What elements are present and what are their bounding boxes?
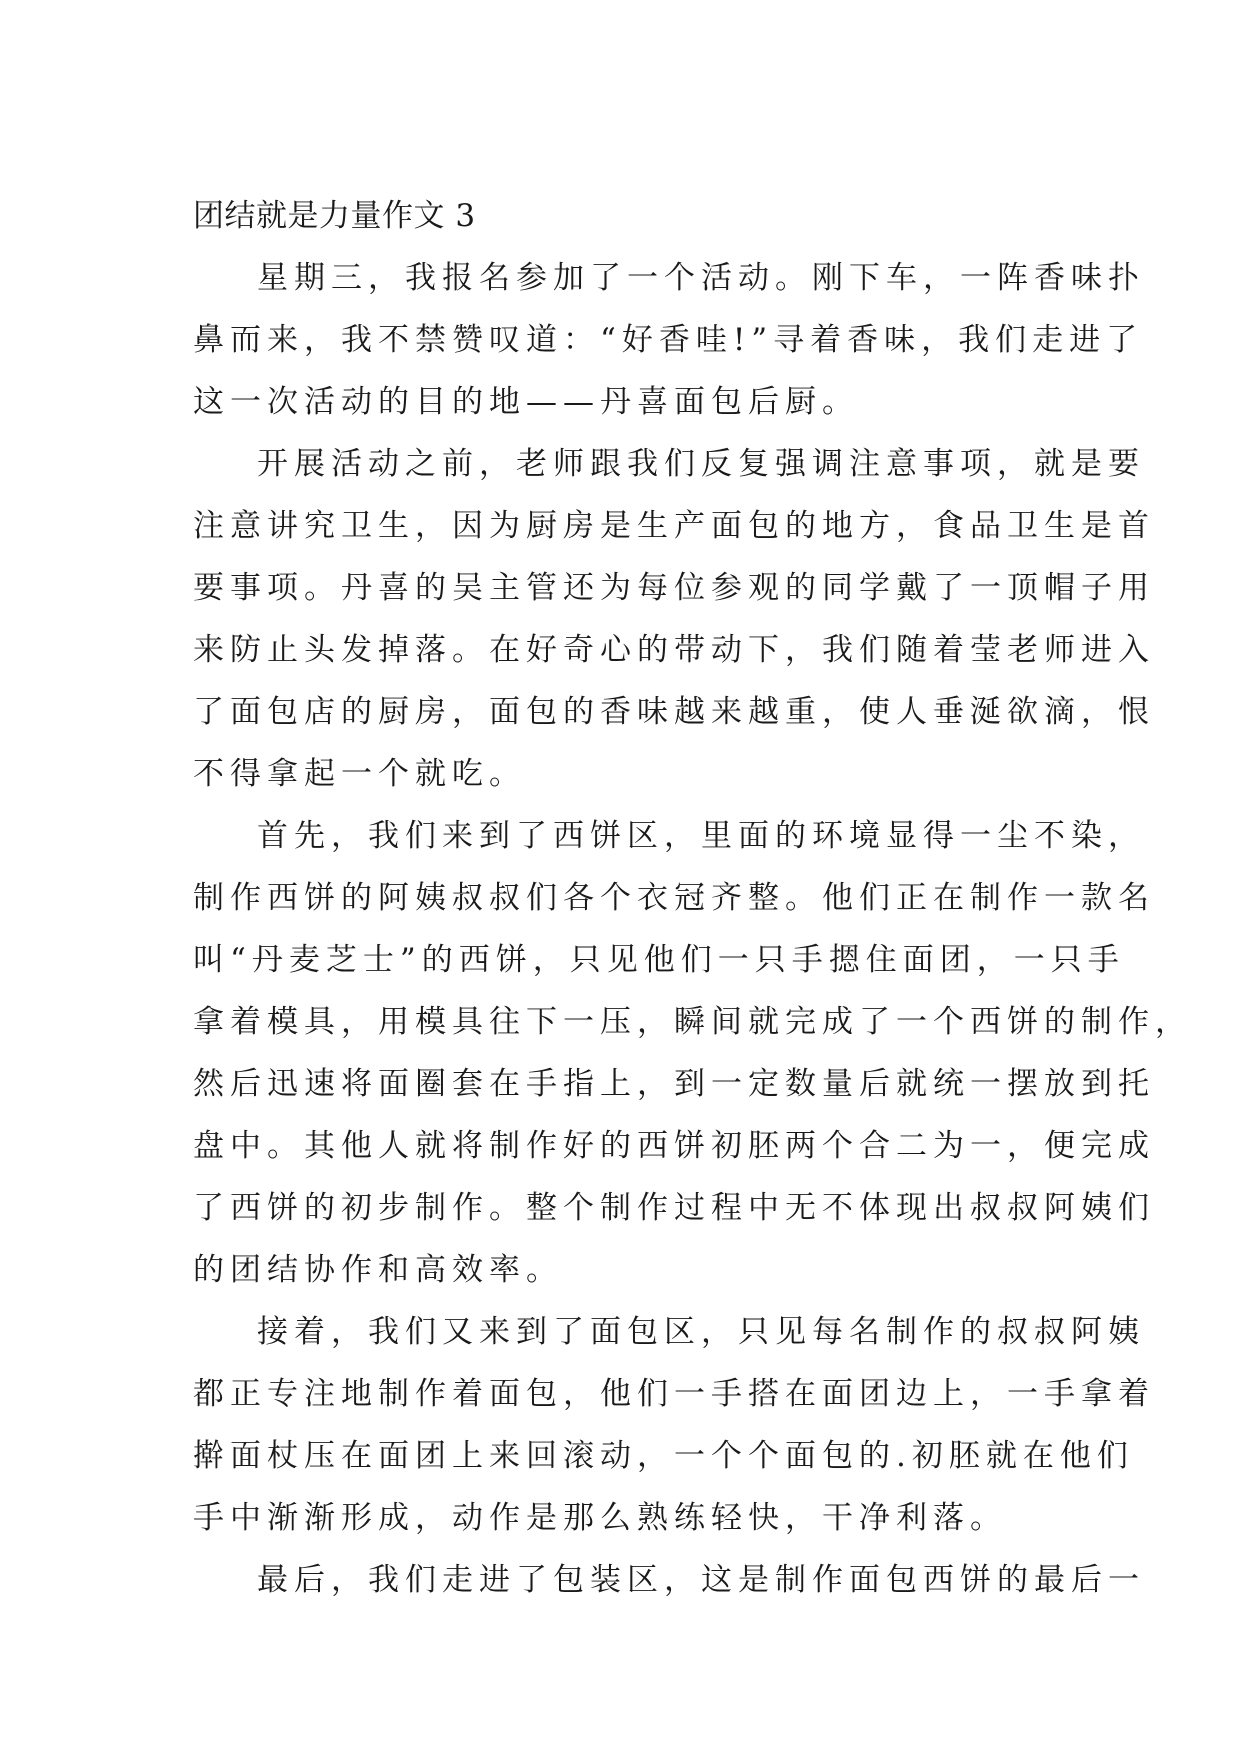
- text-line: 拿着模具，用模具往下一压，瞬间就完成了一个西饼的制作，: [193, 1004, 1192, 1040]
- text-line: 制作西饼的阿姨叔叔们各个衣冠齐整。他们正在制作一款名: [193, 880, 1155, 916]
- paragraph: [193, 805, 1192, 1301]
- text-line: 接着，我们又来到了面包区，只见每名制作的叔叔阿姨: [257, 1314, 1145, 1350]
- text-line: 盘中。其他人就将制作好的西饼初胚两个合二为一，便完成: [193, 1128, 1155, 1164]
- paragraph: [193, 247, 1145, 433]
- text-line: 要事项。丹喜的吴主管还为每位参观的同学戴了一顶帽子用: [193, 570, 1155, 606]
- document-body: [193, 185, 1192, 1611]
- paragraph: [193, 1549, 1145, 1611]
- text-line: 的团结协作和高效率。: [193, 1252, 563, 1288]
- paragraph: [193, 1301, 1155, 1549]
- text-line: 了面包店的厨房，面包的香味越来越重，使人垂涎欲滴，恨: [193, 694, 1155, 730]
- text-line: 最后，我们走进了包装区，这是制作面包西饼的最后一: [257, 1562, 1145, 1598]
- document-title: 团结就是力量作文 3: [193, 198, 476, 234]
- text-line: 星期三，我报名参加了一个活动。刚下车，一阵香味扑: [257, 260, 1145, 296]
- text-line: 叫“丹麦芝士”的西饼，只见他们一只手摁住面团，一只手: [193, 942, 1125, 978]
- text-line: 然后迅速将面圈套在手指上，到一定数量后就统一摆放到托: [193, 1066, 1155, 1102]
- text-line: 这一次活动的目的地——丹喜面包后厨。: [193, 384, 859, 420]
- text-line: 鼻而来，我不禁赞叹道：“好香哇!”寻着香味，我们走进了: [193, 322, 1144, 358]
- text-line: 首先，我们来到了西饼区，里面的环境显得一尘不染，: [257, 818, 1145, 854]
- paragraph: [193, 433, 1155, 805]
- text-line: 都正专注地制作着面包，他们一手搭在面团边上，一手拿着: [193, 1376, 1155, 1412]
- text-line: 来防止头发掉落。在好奇心的带动下，我们随着莹老师进入: [193, 632, 1155, 668]
- text-line: 了西饼的初步制作。整个制作过程中无不体现出叔叔阿姨们: [193, 1190, 1155, 1226]
- text-line: 注意讲究卫生，因为厨房是生产面包的地方，食品卫生是首: [193, 508, 1155, 544]
- text-line: 擀面杖压在面团上来回滚动，一个个面包的.初胚就在他们: [193, 1438, 1134, 1474]
- text-line: 不得拿起一个就吃。: [193, 756, 526, 792]
- text-line: 开展活动之前，老师跟我们反复强调注意事项，就是要: [257, 446, 1145, 482]
- text-line: 手中渐渐形成，动作是那么熟练轻快，干净利落。: [193, 1500, 1007, 1536]
